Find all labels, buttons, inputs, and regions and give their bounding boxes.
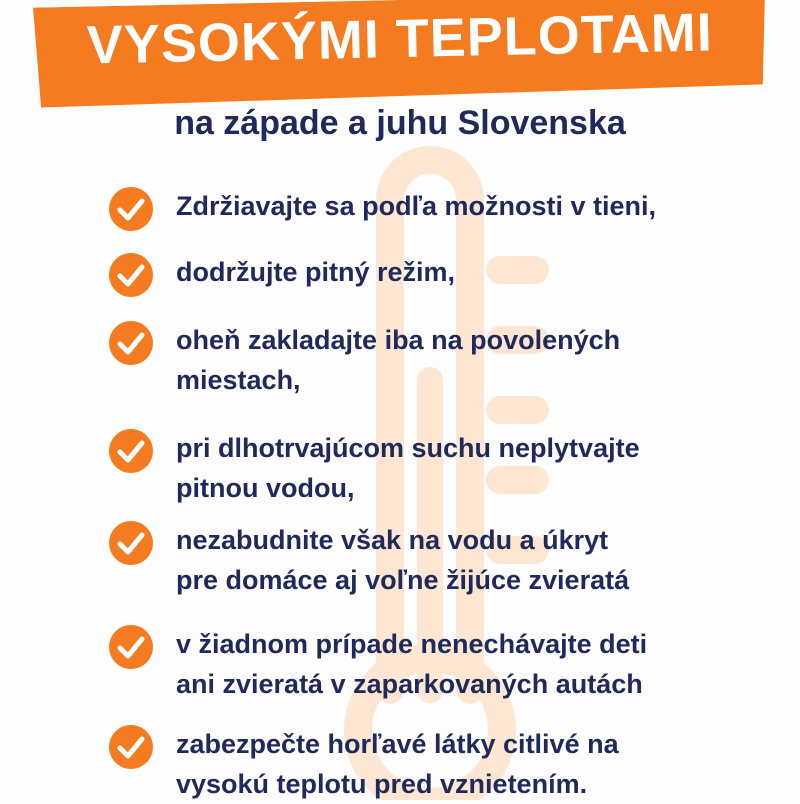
tip-text	[176, 252, 736, 292]
banner-title: VYSOKÝMI TEPLOTAMI	[86, 2, 714, 76]
tip-text	[176, 186, 736, 226]
tip-line: ani zvieratá v zaparkovaných autách	[176, 669, 643, 699]
tip-line: zabezpečte horľavé látky citlivé na	[176, 729, 619, 759]
check-circle-icon	[108, 624, 154, 670]
tip-text	[176, 520, 736, 600]
tip-text	[176, 428, 736, 508]
tip-line: pitnou vodou,	[176, 473, 355, 503]
tip-line: vysokú teplotu pred vznietením.	[176, 769, 588, 799]
check-circle-icon	[108, 724, 154, 770]
tip-line: nezabudnite však na vodu a úkryt	[176, 525, 609, 555]
check-circle-icon	[108, 186, 154, 232]
tip-line: pri dlhotrvajúcom suchu neplytvajte	[176, 433, 640, 463]
tip-line: oheň zakladajte iba na povolených	[176, 325, 621, 355]
tip-text	[176, 624, 736, 704]
tip-line: v žiadnom prípade nenechávajte deti	[176, 629, 648, 659]
check-circle-icon	[108, 252, 154, 298]
title-banner	[33, 0, 767, 108]
tip-line: miestach,	[176, 365, 301, 395]
check-circle-icon	[108, 320, 154, 366]
tip-line: Zdržiavajte sa podľa možnosti v tieni,	[176, 191, 657, 221]
tip-text	[176, 320, 736, 400]
page-subtitle: na západe a juhu Slovenska	[174, 104, 626, 142]
tip-line: pre domáce aj voľne žijúce zvieratá	[176, 565, 630, 595]
tip-line: dodržujte pitný režim,	[176, 257, 456, 287]
check-circle-icon	[108, 428, 154, 474]
check-circle-icon	[108, 520, 154, 566]
tip-text	[176, 724, 736, 804]
